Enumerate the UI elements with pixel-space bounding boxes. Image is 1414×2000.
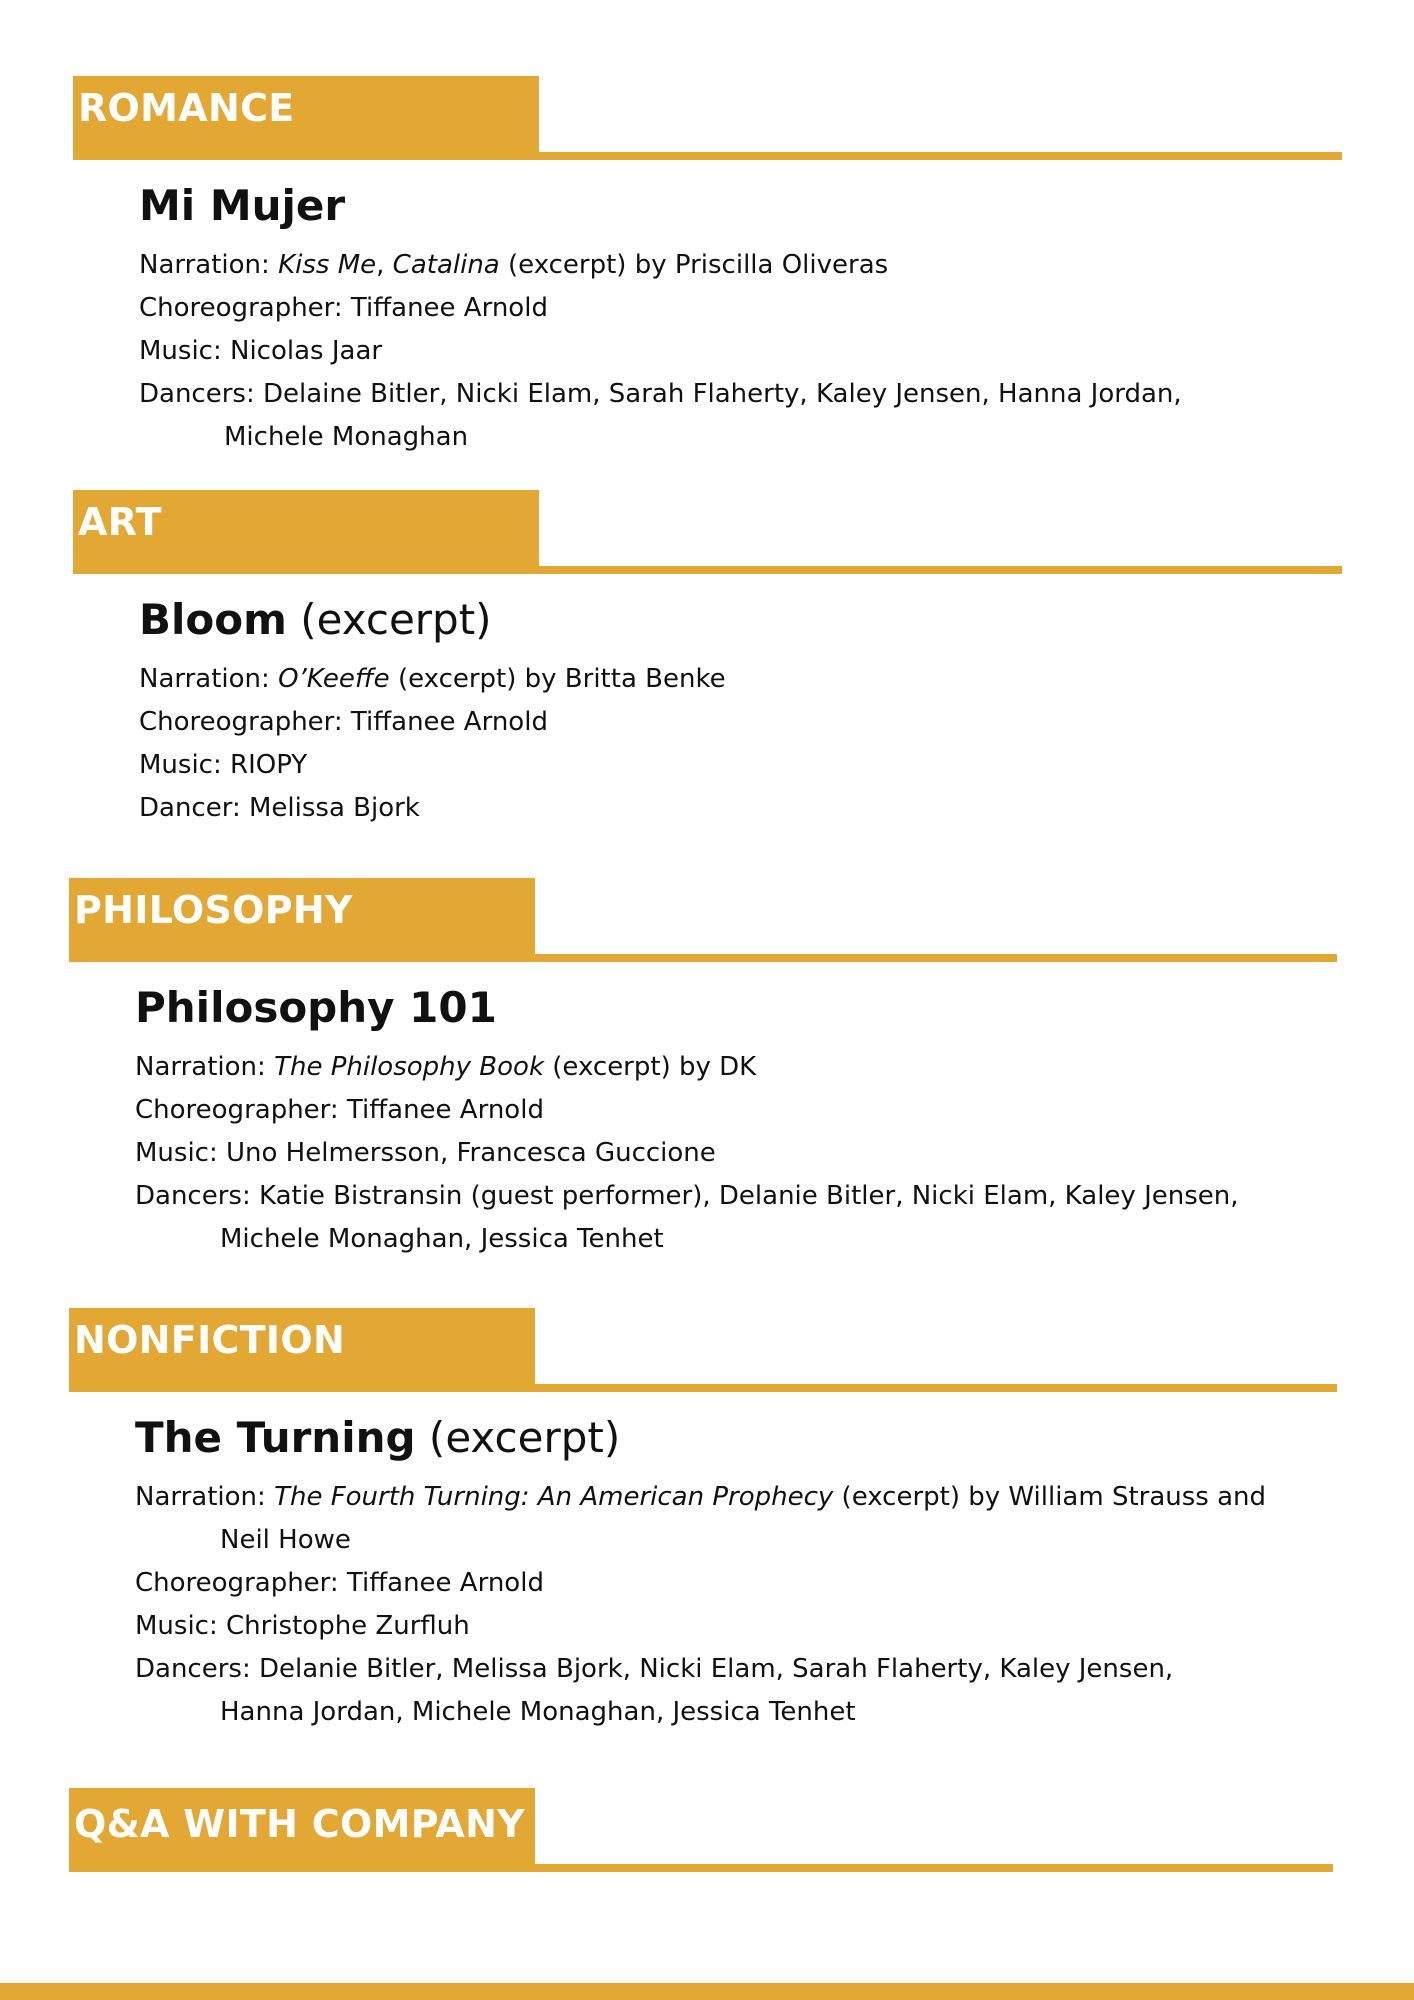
piece-title-suffix: (excerpt): [415, 1413, 621, 1462]
narration-label: Narration:: [139, 664, 279, 694]
dancers-line-continued: Michele Monaghan, Jessica Tenhet: [220, 1224, 664, 1254]
section-rule: [539, 152, 1342, 160]
piece-title: [135, 1410, 1266, 1466]
narration-label: Narration:: [135, 1482, 275, 1512]
piece-title-suffix: (excerpt): [286, 595, 492, 644]
piece-the-turning: [135, 1410, 1266, 1734]
narration-rest: (excerpt) by William Strauss and: [833, 1482, 1267, 1512]
section-header-art: [73, 490, 1342, 574]
section-header-qa: [69, 1788, 1333, 1872]
section-rule: [535, 1384, 1337, 1392]
piece-title: [139, 178, 1182, 234]
narration-separator: ,: [376, 250, 393, 280]
choreographer-credit: Choreographer: Tiffanee Arnold: [139, 293, 548, 323]
dancers-line: Dancers: Delanie Bitler, Melissa Bjork, Nicki Elam, Sarah Flaherty, Kaley Jensen,: [135, 1654, 1174, 1684]
section-label: ART: [73, 490, 539, 574]
piece-title-main: The Turning: [135, 1413, 416, 1462]
dancers-line-continued: Michele Monaghan: [224, 422, 469, 452]
section-header-romance: [73, 76, 1342, 160]
choreographer-credit: Choreographer: Tiffanee Arnold: [135, 1568, 544, 1598]
piece-bloom: [139, 592, 726, 830]
section-header-philosophy: [69, 878, 1337, 962]
narration-rest: (excerpt) by Priscilla Oliveras: [499, 250, 889, 280]
narration-label: Narration:: [135, 1052, 275, 1082]
piece-title: [135, 980, 1239, 1036]
narration-credit: [139, 244, 1182, 287]
section-label: ROMANCE: [73, 76, 539, 160]
music-credit: Music: Nicolas Jaar: [139, 336, 383, 366]
dancers-credit: [135, 1175, 1239, 1261]
section-label: PHILOSOPHY: [69, 878, 535, 962]
music-credit: Music: Uno Helmersson, Francesca Guccione: [135, 1138, 716, 1168]
narration-label: Narration:: [139, 250, 279, 280]
music-credit: Music: Christophe Zurfluh: [135, 1611, 470, 1641]
narration-credit: [139, 658, 726, 701]
dancers-line: Dancers: Katie Bistransin (guest performer), Delanie Bitler, Nicki Elam, Kaley Jensen,: [135, 1181, 1239, 1211]
piece-title-main: Bloom: [139, 595, 287, 644]
dancers-credit: Dancer: Melissa Bjork: [139, 793, 420, 823]
book-title: O’Keeffe: [278, 664, 390, 694]
piece-title-main: Mi Mujer: [139, 181, 346, 230]
section-rule: [535, 1864, 1333, 1872]
choreographer-credit: Choreographer: Tiffanee Arnold: [135, 1095, 544, 1125]
narration-rest: (excerpt) by Britta Benke: [389, 664, 726, 694]
piece-mi-mujer: [139, 178, 1182, 459]
section-label: NONFICTION: [69, 1308, 535, 1392]
piece-title-main: Philosophy 101: [135, 983, 497, 1032]
narration-credit: [135, 1046, 1239, 1089]
choreographer-credit: Choreographer: Tiffanee Arnold: [139, 707, 548, 737]
narration-rest: (excerpt) by DK: [544, 1052, 757, 1082]
section-label: Q&A WITH COMPANY: [69, 1788, 535, 1872]
section-header-nonfiction: [69, 1308, 1337, 1392]
dancers-credit: [135, 1648, 1266, 1734]
book-title: The Philosophy Book: [274, 1052, 545, 1082]
section-rule: [539, 566, 1342, 574]
piece-philosophy-101: [135, 980, 1239, 1261]
piece-title: [139, 592, 726, 648]
dancers-line: Dancers: Delaine Bitler, Nicki Elam, Sarah Flaherty, Kaley Jensen, Hanna Jordan,: [139, 379, 1182, 409]
section-rule: [535, 954, 1337, 962]
footer-bar: [0, 1983, 1414, 2000]
dancers-line-continued: Hanna Jordan, Michele Monaghan, Jessica Tenhet: [220, 1697, 856, 1727]
book-title: Kiss Me: [278, 250, 377, 280]
narration-credit: [135, 1476, 1266, 1562]
music-credit: Music: RIOPY: [139, 750, 308, 780]
narration-line-continued: Neil Howe: [220, 1525, 351, 1555]
book-title: Catalina: [392, 250, 500, 280]
dancers-credit: [139, 373, 1182, 459]
book-title: The Fourth Turning: An American Prophecy: [274, 1482, 834, 1512]
